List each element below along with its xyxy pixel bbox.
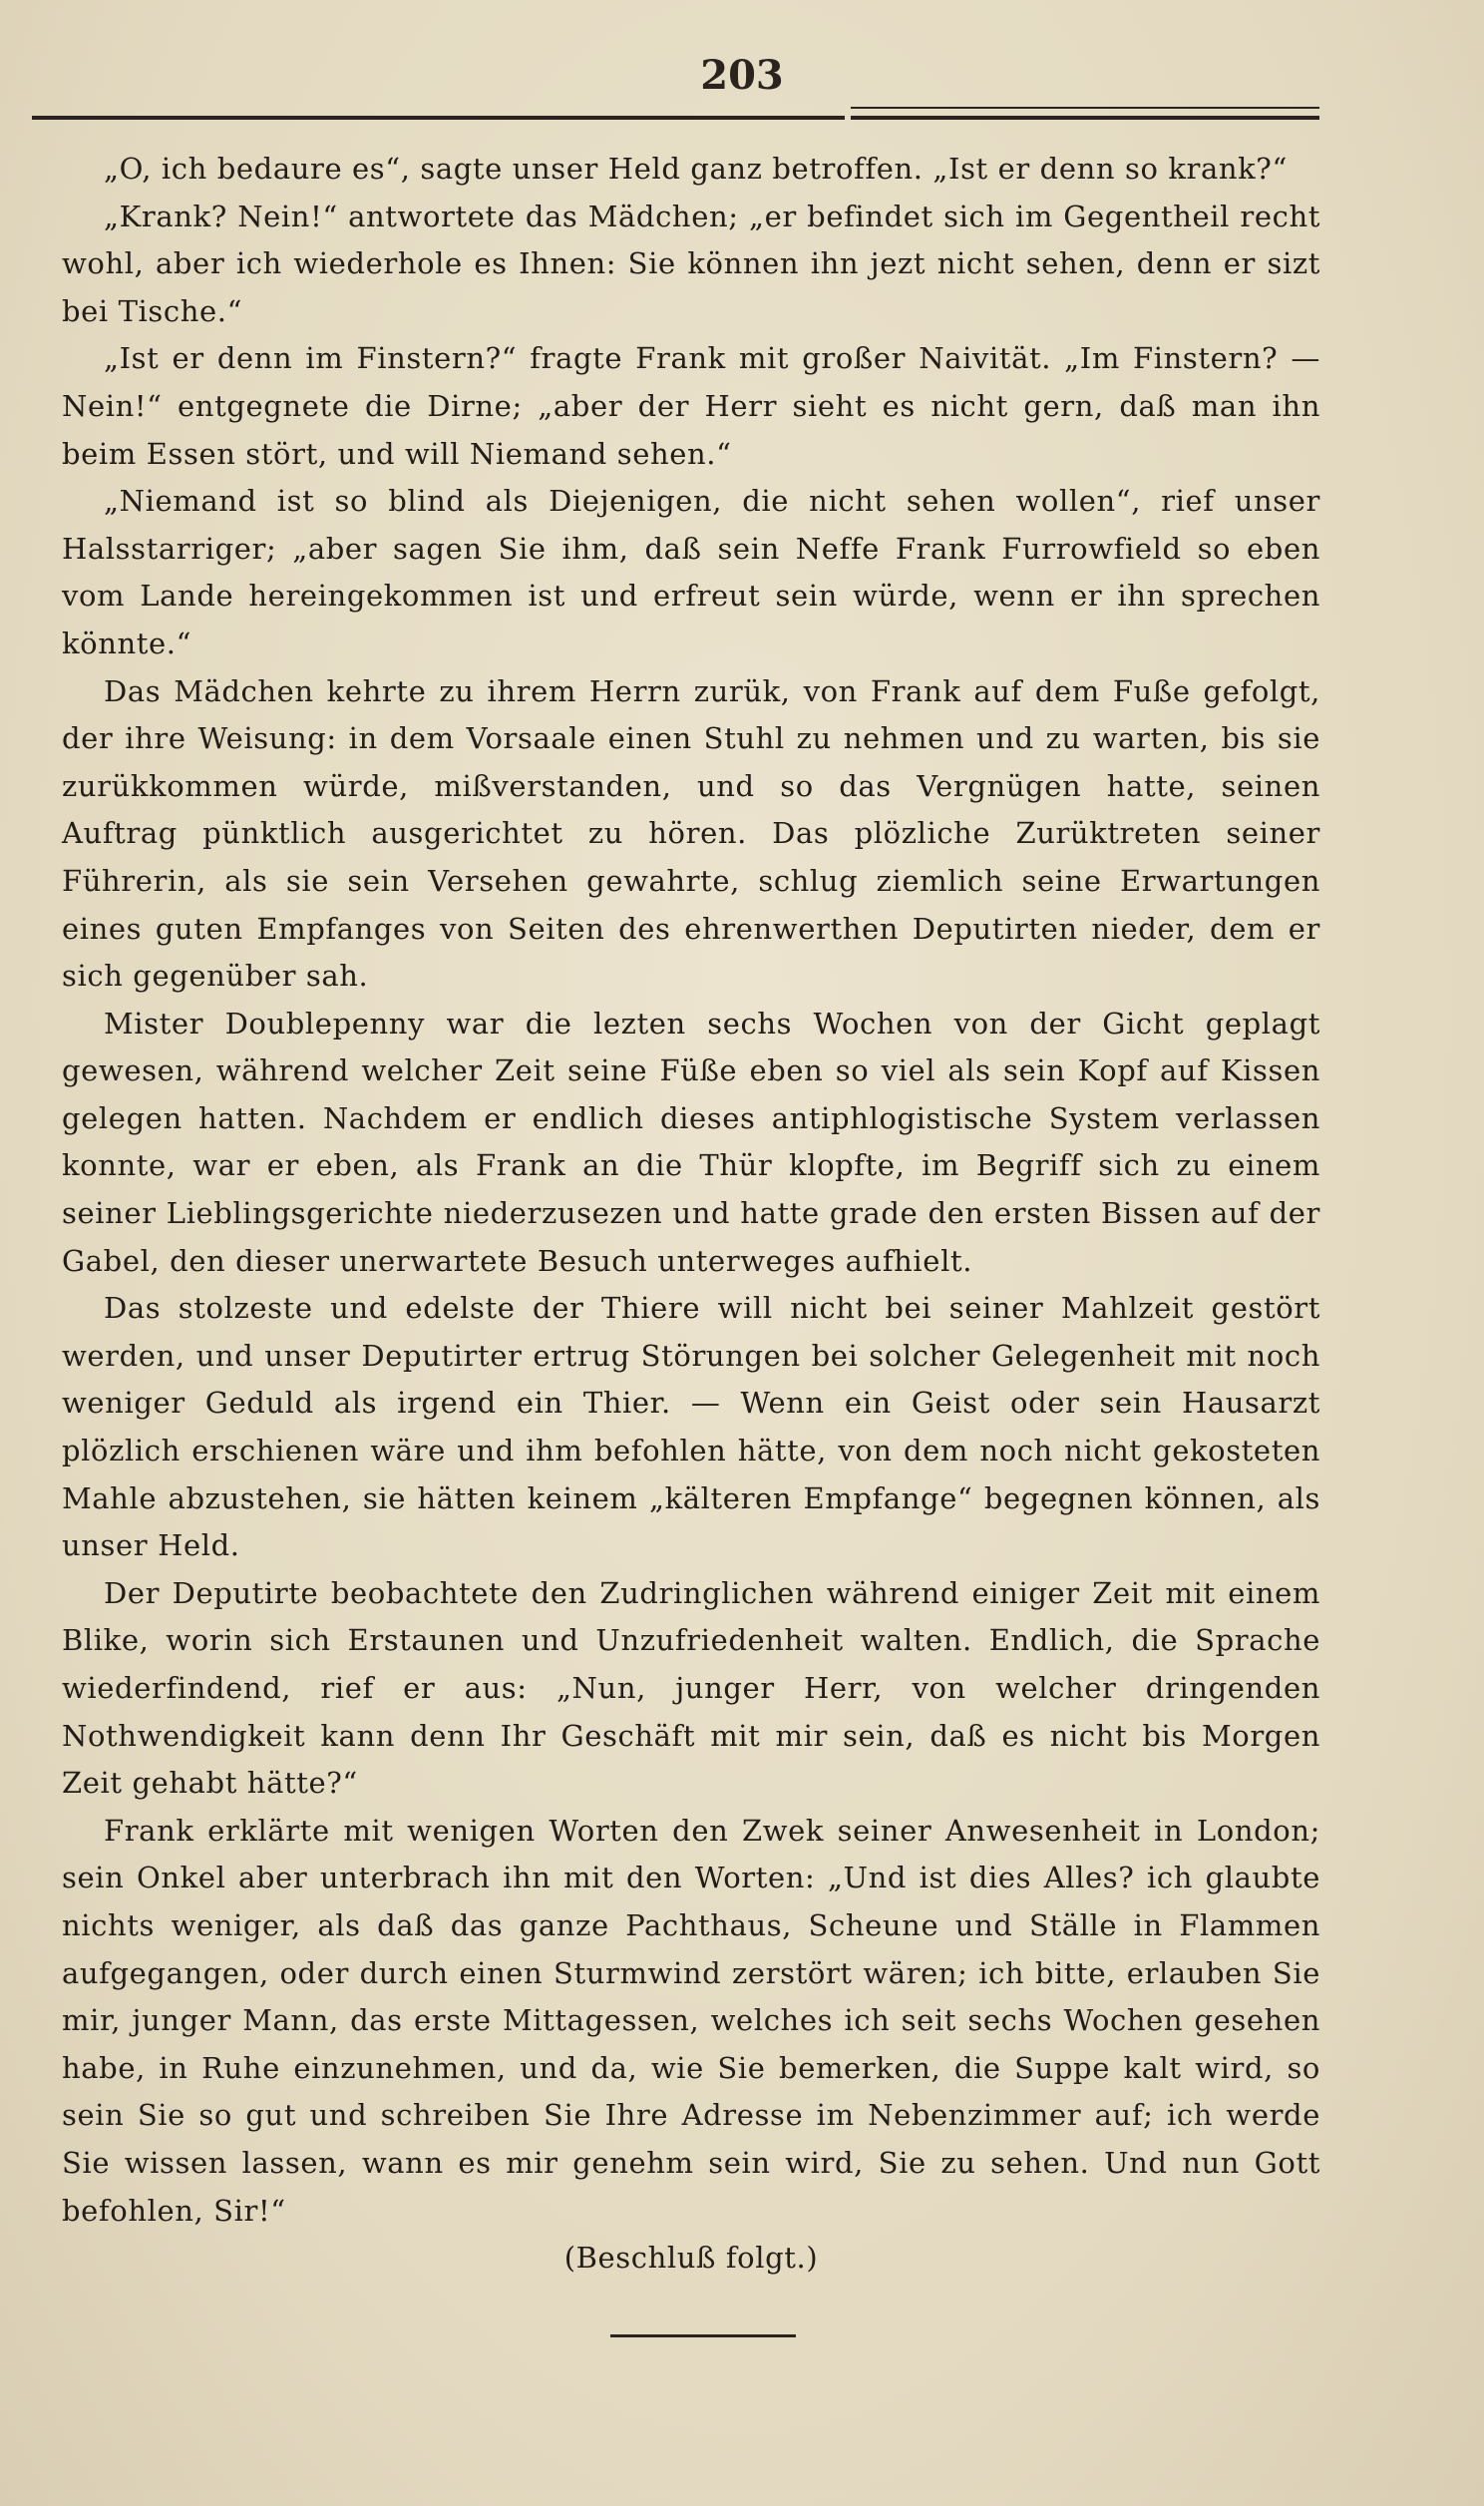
paragraph: Das Mädchen kehrte zu ihrem Herrn zurük, von Frank auf dem Fuße gefolgt, der ihre Weisung: in dem Vorsaale einen Stuhl zu nehmen und zu warten, bis sie zurükkommen würde, mißverstanden, und so das Vergnügen hatte, seinen Auftrag pünktlich ausgerichtet zu hören. Das plözliche Zurüktreten seiner Führerin, als sie sein Versehen gewahrte, schlug ziemlich seine Erwartungen eines guten Empfanges von Seiten des ehrenwerthen Deputirten nieder, dem er sich gegenüber sah. xyxy=(62,673,1320,994)
continued-note: (Beschluß folgt.) xyxy=(563,2241,819,2276)
paragraph: „Niemand ist so blind als Diejenigen, die nicht sehen wollen“, rief unser Halsstarriger; „aber sagen Sie ihm, daß sein Neffe Frank Furrowfield so eben vom Lande hereingekommen ist und erfreut sein würde, wenn er ihn sprechen könnte.“ xyxy=(62,484,1320,660)
header-rule-left xyxy=(32,116,845,120)
paragraph: „Krank? Nein!“ antwortete das Mädchen; „er befindet sich im Gegentheil recht wohl, aber ich wiederhole es Ihnen: Sie können ihn jezt nicht sehen, denn er sizt bei Tische.“ xyxy=(62,199,1320,328)
article-body xyxy=(62,146,1320,2283)
paragraph: Das stolzeste und edelste der Thiere will nicht bei seiner Mahlzeit gestört werden, und unser Deputirter ertrug Störungen bei solcher Gelegenheit mit noch weniger Geduld als irgend ein Thier. — Wenn ein Geist oder sein Hausarzt plözlich erschienen wäre und ihm befohlen hätte, von dem noch nicht gekosteten Mahle abzustehen, sie hätten keinem „kälteren Empfange“ begegnen können, als unser Held. xyxy=(62,1291,1320,1563)
paragraph: Mister Doublepenny war die lezten sechs Wochen von der Gicht geplagt gewesen, während welcher Zeit seine Füße eben so viel als sein Kopf auf Kissen gelegen hatten. Nachdem er endlich dieses antiphlogistische System verlassen konnte, war er eben, als Frank an die Thür klopfte, im Begriff sich zu einem seiner Lieblingsgerichte niederzusezen und hatte grade den ersten Bissen auf der Gabel, den dieser unerwartete Besuch unterweges aufhielt. xyxy=(62,1006,1320,1278)
paragraph: Frank erklärte mit wenigen Worten den Zwek seiner Anwesenheit in London; sein Onkel aber unterbrach ihn mit den Worten: „Und ist dies Alles? ich glaubte nichts weniger, als daß das ganze Pachthaus, Scheune und Ställe in Flammen aufgegangen, oder durch einen Sturmwind zerstört wären; ich bitte, erlauben Sie mir, junger Mann, das erste Mittagessen, welches ich seit sechs Wochen gesehen habe, in Ruhe einzunehmen, und da, wie Sie bemerken, die Suppe kalt wird, so sein Sie so gut und schreiben Sie Ihre Adresse im Nebenzimmer auf; ich werde Sie wissen lassen, wann es mir genehm sein wird, Sie zu sehen. Und nun Gott befohlen, Sir!“ xyxy=(62,1813,1320,2228)
end-rule xyxy=(610,2334,796,2337)
header-rule-thin xyxy=(851,107,1319,109)
header-rule-right xyxy=(851,116,1319,120)
page-number: 203 xyxy=(700,52,784,99)
paragraph: „Ist er denn im Finstern?“ fragte Frank mit großer Naivität. „Im Finstern? — Nein!“ entgegnete die Dirne; „aber der Herr sieht es nicht gern, daß man ihn beim Essen stört, und will Niemand sehen.“ xyxy=(62,341,1320,471)
paragraph: „O, ich bedaure es“, sagte unser Held ganz betroffen. „Ist er denn so krank?“ xyxy=(104,152,1288,186)
paragraph: Der Deputirte beobachtete den Zudringlichen während einiger Zeit mit einem Blike, worin sich Erstaunen und Unzufriedenheit walten. Endlich, die Sprache wiederfindend, rief er aus: „Nun, junger Herr, von welcher dringenden Nothwendigkeit kann denn Ihr Geschäft mit mir sein, daß es nicht bis Morgen Zeit gehabt hätte?“ xyxy=(62,1575,1320,1801)
